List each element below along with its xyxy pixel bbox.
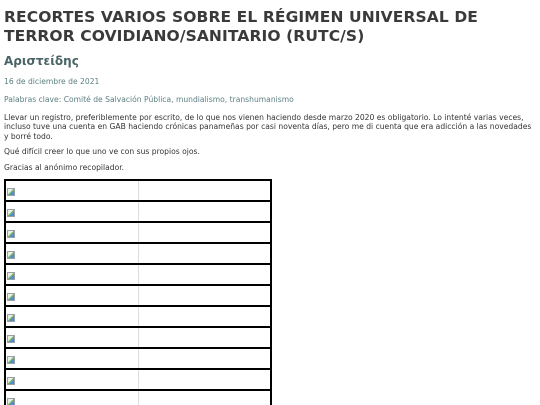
image-cell[interactable] (5, 264, 139, 285)
article-paragraph-3: Gracias al anónimo recopilador. (4, 162, 125, 172)
image-cell[interactable] (5, 180, 139, 201)
image-table-row (5, 390, 271, 405)
image-table-row (5, 243, 271, 264)
empty-cell (139, 306, 272, 327)
empty-cell (139, 264, 272, 285)
image-table-row (5, 180, 271, 201)
image-cell[interactable] (5, 243, 139, 264)
image-cell[interactable] (5, 306, 139, 327)
empty-cell (139, 201, 272, 222)
broken-image-icon[interactable] (7, 314, 15, 322)
image-cell[interactable] (5, 390, 139, 405)
empty-cell (139, 285, 272, 306)
article-keywords: Palabras clave: Comité de Salvación Pública, mundialismo, transhumanismo (4, 95, 294, 104)
broken-image-icon[interactable] (7, 377, 15, 385)
image-table (4, 179, 272, 405)
empty-cell (139, 243, 272, 264)
image-table-row (5, 201, 271, 222)
empty-cell (139, 369, 272, 390)
image-table-row (5, 306, 271, 327)
image-cell[interactable] (5, 285, 139, 306)
broken-image-icon[interactable] (7, 398, 15, 405)
article-paragraph-2: Qué difícil creer lo que uno ve con sus propios ojos. (4, 147, 200, 157)
article-paragraph-1: Llevar un registro, preferiblemente por escrito, de lo que nos vienen haciendo desde marzo 2020 es obligatorio. Lo intenté varias veces, incluso tuve una cuenta en GAB haciendo crónicas panameñas por casi noventa días, pero me di cuenta que era adicción a las novedades y borré todo. (4, 113, 532, 141)
image-cell[interactable] (5, 348, 139, 369)
image-cell[interactable] (5, 369, 139, 390)
empty-cell (139, 390, 272, 405)
empty-cell (139, 222, 272, 243)
article-date: 16 de diciembre de 2021 (4, 77, 100, 86)
broken-image-icon[interactable] (7, 272, 15, 280)
broken-image-icon[interactable] (7, 209, 15, 217)
image-table-row (5, 264, 271, 285)
image-table-row (5, 348, 271, 369)
image-table-row (5, 285, 271, 306)
broken-image-icon[interactable] (7, 230, 15, 238)
image-table-row (5, 327, 271, 348)
broken-image-icon[interactable] (7, 293, 15, 301)
broken-image-icon[interactable] (7, 251, 15, 259)
broken-image-icon[interactable] (7, 356, 15, 364)
empty-cell (139, 180, 272, 201)
broken-image-icon[interactable] (7, 335, 15, 343)
image-table-body (5, 180, 271, 405)
image-cell[interactable] (5, 222, 139, 243)
empty-cell (139, 327, 272, 348)
image-table-row (5, 222, 271, 243)
empty-cell (139, 348, 272, 369)
image-table-row (5, 369, 271, 390)
image-cell[interactable] (5, 327, 139, 348)
article-author[interactable]: Αριστείδης (4, 54, 79, 68)
broken-image-icon[interactable] (7, 188, 15, 196)
article-title: RECORTES VARIOS SOBRE EL RÉGIMEN UNIVERSAL DE TERROR COVIDIANO/SANITARIO (RUTC/S) (4, 8, 478, 45)
image-cell[interactable] (5, 201, 139, 222)
